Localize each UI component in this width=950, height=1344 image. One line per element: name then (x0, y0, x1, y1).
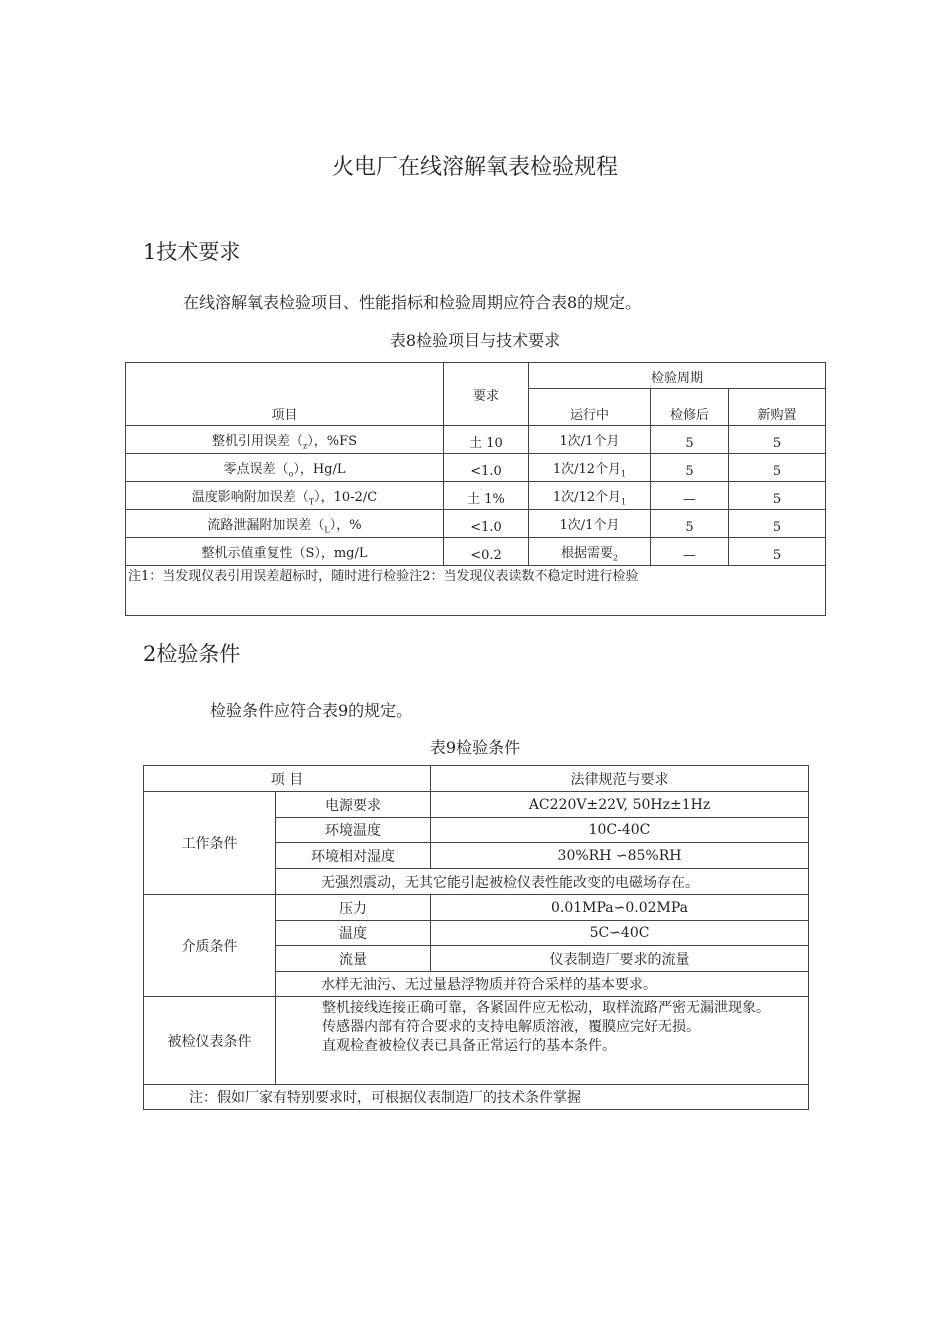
condition-name: 流量 (276, 946, 431, 972)
row-item: 温度影响附加误差$(_T)$，10-2/C (126, 482, 444, 510)
row-req: <0.2 (444, 538, 529, 566)
condition-name: 电源要求 (276, 792, 431, 818)
row-item: 整机示值重复性（S），mg/L (126, 538, 444, 566)
header-item: 项 目 (144, 766, 431, 792)
table-8 (125, 362, 826, 616)
row-req: <1.0 (444, 454, 529, 482)
row-running: 1次/1个月 (529, 426, 651, 454)
row-after: 5 (651, 454, 729, 482)
section-2-heading: 2检验条件 (143, 642, 241, 666)
header-new-purchase: 新购置 (729, 389, 826, 426)
header-running: 运行中 (529, 389, 651, 426)
condition-value: 5C∽40C (431, 921, 809, 946)
section-2-paragraph: 检验条件应符合表9的规定。 (210, 701, 413, 720)
condition-name: 环境温度 (276, 818, 431, 843)
instrument-condition-text (276, 997, 809, 1085)
row-after: 5 (651, 426, 729, 454)
instrument-condition-label: 被检仪表条件 (144, 997, 276, 1085)
row-item: 整机引用误差$(_z)$，%FS (126, 426, 444, 454)
header-period: 检验周期 (529, 363, 826, 389)
row-req: <1.0 (444, 510, 529, 538)
condition-value: 0.01MPa∽0.02MPa (431, 895, 809, 921)
document-title: 火电厂在线溶解氧表检验规程 (331, 155, 618, 180)
medium-condition-label: 介质条件 (144, 895, 276, 997)
header-after-repair: 检修后 (651, 389, 729, 426)
row-running: 根据需要$_2$ (529, 538, 651, 566)
table-row (126, 482, 826, 510)
header-requirement: 要求 (444, 363, 529, 426)
table-9-note: 注：假如厂家有特别要求时，可根据仪表制造厂的技术条件掌握 (144, 1085, 809, 1110)
header-law: 法律规范与要求 (431, 766, 809, 792)
row-after: 5 (651, 510, 729, 538)
table-9-caption: 表9检验条件 (429, 738, 521, 757)
instrument-condition-line: 整机接线连接正确可靠，各紧固件应无松动，取样流路严密无漏泄现象。 (322, 1000, 770, 1016)
row-req: 土 1% (444, 482, 529, 510)
row-after: — (651, 538, 729, 566)
header-item: 项目 (126, 363, 444, 426)
condition-value: 30%RH ∽85%RH (431, 843, 809, 869)
table-row (126, 454, 826, 482)
section-1-paragraph: 在线溶解氧表检验项目、性能指标和检验周期应符合表8的规定。 (183, 293, 642, 312)
condition-name: 压力 (276, 895, 431, 921)
work-condition-note: 无强烈震动，无其它能引起被检仪表性能改变的电磁场存在。 (276, 869, 809, 895)
condition-name: 温度 (276, 921, 431, 946)
row-running: 1次/12个月$_1$ (529, 454, 651, 482)
row-req: 土 10 (444, 426, 529, 454)
row-new: 5 (729, 426, 826, 454)
row-running: 1次/12个月$_1$ (529, 482, 651, 510)
row-new: 5 (729, 538, 826, 566)
work-condition-label: 工作条件 (144, 792, 276, 895)
row-new: 5 (729, 454, 826, 482)
section-1-heading: 1技术要求 (143, 240, 241, 264)
instrument-condition-line: 直观检查被检仪表已具备正常运行的基本条件。 (322, 1038, 616, 1054)
condition-name: 环境相对湿度 (276, 843, 431, 869)
row-running: 1次/1个月 (529, 510, 651, 538)
row-item: 流路泄漏附加误差$(_L)$，% (126, 510, 444, 538)
medium-condition-note: 水样无油污、无过量悬浮物质并符合采样的基本要求。 (276, 972, 809, 997)
row-new: 5 (729, 510, 826, 538)
table-row (126, 510, 826, 538)
table-8-caption: 表8检验项目与技术要求 (389, 331, 561, 350)
condition-value: AC220V±22V, 50Hz±1Hz (431, 792, 809, 818)
condition-value: 仪表制造厂要求的流量 (431, 946, 809, 972)
table-row (126, 426, 826, 454)
table-8-note: 注1：当发现仪表引用误差超标时，随时进行检验注2：当发现仪表读数不稳定时进行检验 (126, 566, 826, 616)
row-after: — (651, 482, 729, 510)
row-item: 零点误差$(_o)$，Hg/L (126, 454, 444, 482)
table-9 (143, 765, 809, 1110)
instrument-condition-line: 传感器内部有符合要求的支持电解质溶液，覆膜应完好无损。 (322, 1019, 700, 1035)
condition-value: 10C-40C (431, 818, 809, 843)
table-row (126, 538, 826, 566)
row-new: 5 (729, 482, 826, 510)
